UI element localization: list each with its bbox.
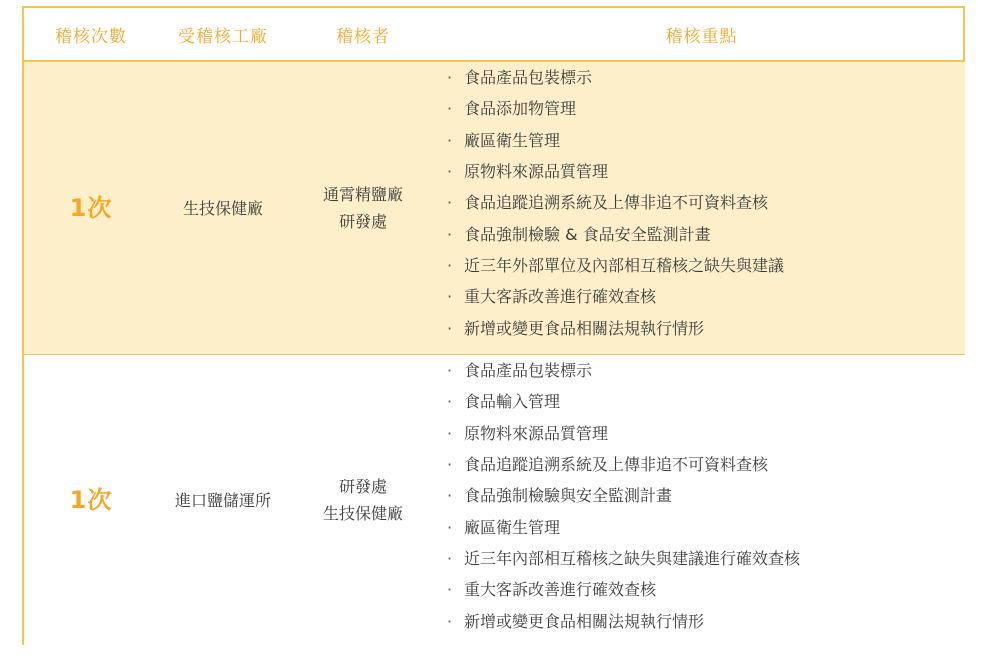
bullet-icon: · — [447, 423, 453, 443]
row-1-auditors — [288, 62, 438, 354]
row-2-auditor-1: 研發處 — [338, 477, 387, 496]
row-2-count: 1次 — [24, 354, 158, 645]
list-item: · 廠區衛生管理 — [438, 511, 800, 542]
list-item: · 食品強制檢驗與安全監測計畫 — [438, 480, 800, 511]
audit-table — [22, 6, 965, 645]
row-1-auditor-1: 通霄精鹽廠 — [322, 185, 403, 204]
list-item: · 廠區衛生管理 — [438, 125, 784, 156]
list-item: · 新增或變更食品相關法規執行情形 — [438, 312, 784, 343]
list-item: · 新增或變更食品相關法規執行情形 — [438, 605, 800, 636]
row-2-auditors — [288, 354, 438, 645]
row-1-auditor-2: 研發處 — [338, 212, 387, 231]
header-auditor: 稽核者 — [288, 8, 438, 62]
bullet-icon: · — [447, 517, 453, 537]
bullet-icon: · — [447, 361, 453, 381]
list-item: · 原物料來源品質管理 — [438, 156, 784, 187]
header-audited-factory: 受稽核工廠 — [158, 8, 288, 62]
row-1-count: 1次 — [24, 62, 158, 354]
bullet-icon: · — [447, 318, 453, 338]
header-audit-count: 稽核次數 — [24, 8, 158, 62]
list-item: · 重大客訴改善進行確效查核 — [438, 574, 800, 605]
row-1-factory: 生技保健廠 — [158, 62, 288, 354]
row-2-factory: 進口鹽儲運所 — [158, 354, 288, 645]
bullet-icon: · — [447, 224, 453, 244]
list-item: · 食品追蹤追溯系統及上傳非追不可資料查核 — [438, 449, 800, 480]
bullet-icon: · — [447, 162, 453, 182]
list-item: · 重大客訴改善進行確效查核 — [438, 281, 784, 312]
bullet-icon: · — [447, 255, 453, 275]
bullet-icon: · — [447, 548, 453, 568]
bullet-icon: · — [447, 455, 453, 475]
list-item: · 食品添加物管理 — [438, 93, 784, 124]
bullet-icon: · — [447, 99, 453, 119]
row-2-auditor-2: 生技保健廠 — [322, 504, 403, 523]
list-item: · 食品追蹤追溯系統及上傳非追不可資料查核 — [438, 187, 784, 218]
row-1-points-list — [438, 62, 784, 344]
list-item: · 食品產品包裝標示 — [438, 355, 800, 386]
row-2-points — [438, 354, 965, 645]
header-audit-points: 稽核重點 — [438, 8, 965, 62]
list-item: · 食品強制檢驗 & 食品安全監測計畫 — [438, 218, 784, 249]
list-item: · 近三年外部單位及內部相互稽核之缺失與建議 — [438, 250, 784, 281]
list-item: · 原物料來源品質管理 — [438, 418, 800, 449]
bullet-icon: · — [447, 68, 453, 88]
row-2-points-list — [438, 355, 800, 637]
list-item: · 食品產品包裝標示 — [438, 62, 784, 93]
row-1-points — [438, 62, 965, 354]
bullet-icon: · — [447, 287, 453, 307]
list-item: · 食品輸入管理 — [438, 386, 800, 417]
bullet-icon: · — [447, 193, 453, 213]
bullet-icon: · — [447, 130, 453, 150]
bullet-icon: · — [447, 580, 453, 600]
bullet-icon: · — [447, 392, 453, 412]
list-item: · 近三年內部相互稽核之缺失與建議進行確效查核 — [438, 543, 800, 574]
bullet-icon: · — [447, 486, 453, 506]
bullet-icon: · — [447, 611, 453, 631]
